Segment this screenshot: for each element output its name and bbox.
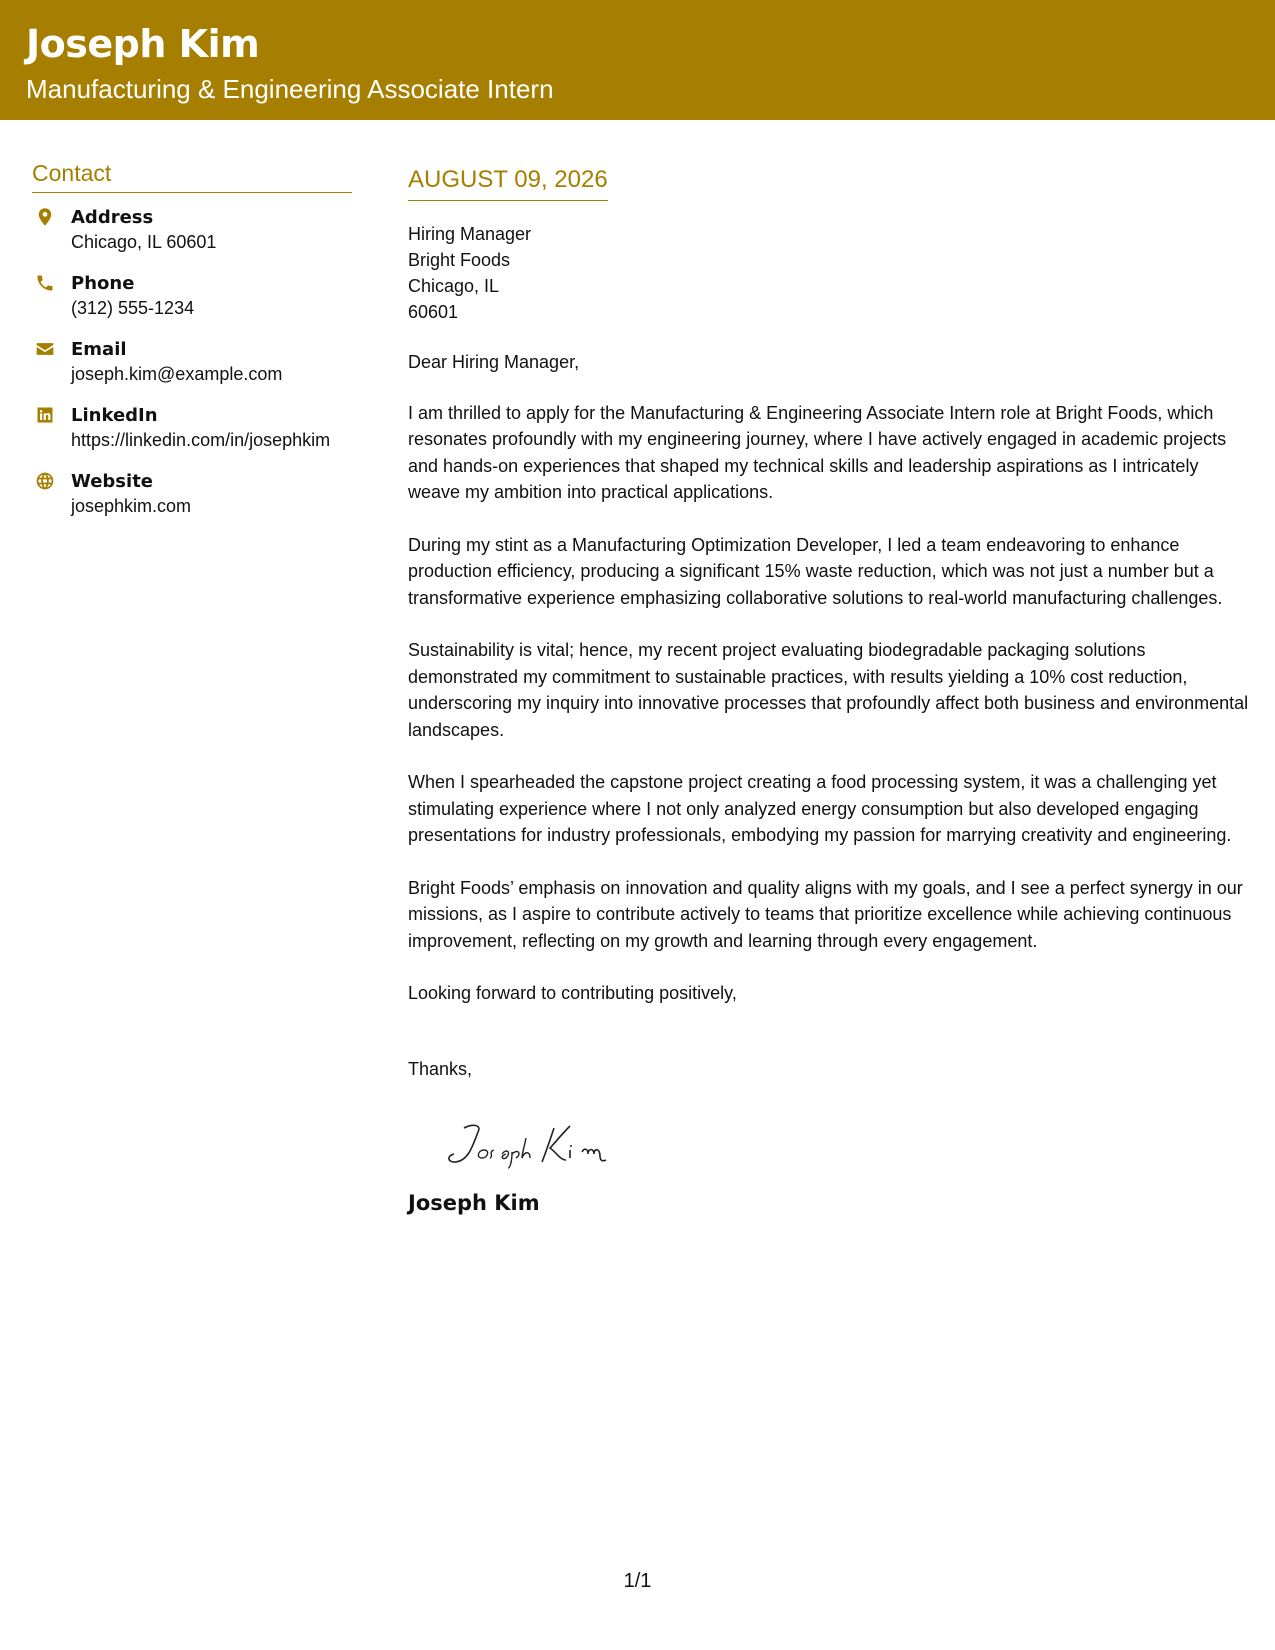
contact-item-email (32, 337, 352, 387)
signer-name: Joseph Kim (408, 1190, 540, 1215)
contact-label: Address (71, 207, 154, 228)
letter-paragraph: During my stint as a Manufacturing Optimization Developer, I led a team endeavoring to enhance production efficiency, producing a significant 15% waste reduction, which was not just a number but a transformative experience emphasizing collaborative solutions to real-world manufacturing challenges. (408, 534, 1223, 608)
letter-content (408, 349, 1253, 1007)
contact-label: Website (71, 471, 154, 492)
contact-value: Chicago, IL 60601 (71, 232, 217, 252)
handwritten-signature (442, 1114, 642, 1174)
envelope-icon (35, 339, 57, 361)
globe-icon (35, 471, 57, 493)
contact-label: Phone (71, 273, 135, 294)
contact-item-linkedin (32, 403, 352, 453)
recipient-line: 60601 (408, 302, 459, 322)
recipient-block (408, 221, 1253, 325)
contact-value[interactable]: https://linkedin.com/in/josephkim (71, 430, 331, 450)
recipient-line: Hiring Manager (408, 224, 532, 244)
contact-sidebar (32, 160, 352, 535)
thanks-line: Thanks, (408, 1058, 473, 1079)
contact-value: joseph.kim@example.com (71, 364, 283, 384)
letter-paragraph: Bright Foods’ emphasis on innovation and quality aligns with my goals, and I see a perfect synergy in our missions, as I aspire to contribute actively to teams that prioritize excellence while achieving continuous improvement, reflecting on my growth and learning through every engagement. (408, 877, 1243, 951)
letter-paragraph: When I spearheaded the capstone project creating a food processing system, it was a challenging yet stimulating experience where I not only analyzed energy consumption but also developed engaging presentations for industry professionals, embodying my passion for marrying creativity and engineering. (408, 772, 1232, 845)
contact-item-phone (32, 271, 352, 321)
letter-date: AUGUST 09, 2026 (408, 166, 608, 201)
contact-label: Email (71, 339, 127, 360)
salutation: Dear Hiring Manager, (408, 352, 580, 372)
map-pin-icon (35, 207, 57, 229)
contact-item-website (32, 469, 352, 519)
contact-value: (312) 555-1234 (71, 298, 195, 318)
letter-paragraph: Sustainability is vital; hence, my recent project evaluating biodegradable packaging solutions demonstrated my commitment to sustainable practices, with results yielding a 10% cost reduction, underscoring my inquiry into innovative processes that profoundly affect both business and environmental landscapes. (408, 640, 1249, 740)
letter-body (408, 166, 1253, 1215)
recipient-line: Bright Foods (408, 250, 511, 270)
linkedin-icon (35, 405, 57, 427)
closing-line: Looking forward to contributing positively, (408, 983, 737, 1003)
page-number: 1/1 (623, 1570, 652, 1592)
letter-paragraph: I am thrilled to apply for the Manufacturing & Engineering Associate Intern role at Bright Foods, which resonates profoundly with my engineering journey, where I have actively engaged in academic projects and hands-on experiences that shaped my technical skills and leadership aspirations as I intricately weave my ambition into practical applications. (408, 402, 1227, 502)
contact-value[interactable]: josephkim.com (71, 496, 192, 516)
applicant-name: Joseph Kim (26, 22, 260, 66)
recipient-line: Chicago, IL (408, 276, 500, 296)
phone-icon (35, 273, 57, 295)
contact-item-address (32, 205, 352, 255)
contact-title: Contact (32, 160, 352, 193)
header-banner (0, 0, 1275, 120)
contact-label: LinkedIn (71, 405, 158, 426)
applicant-role: Manufacturing & Engineering Associate Intern (26, 74, 554, 104)
